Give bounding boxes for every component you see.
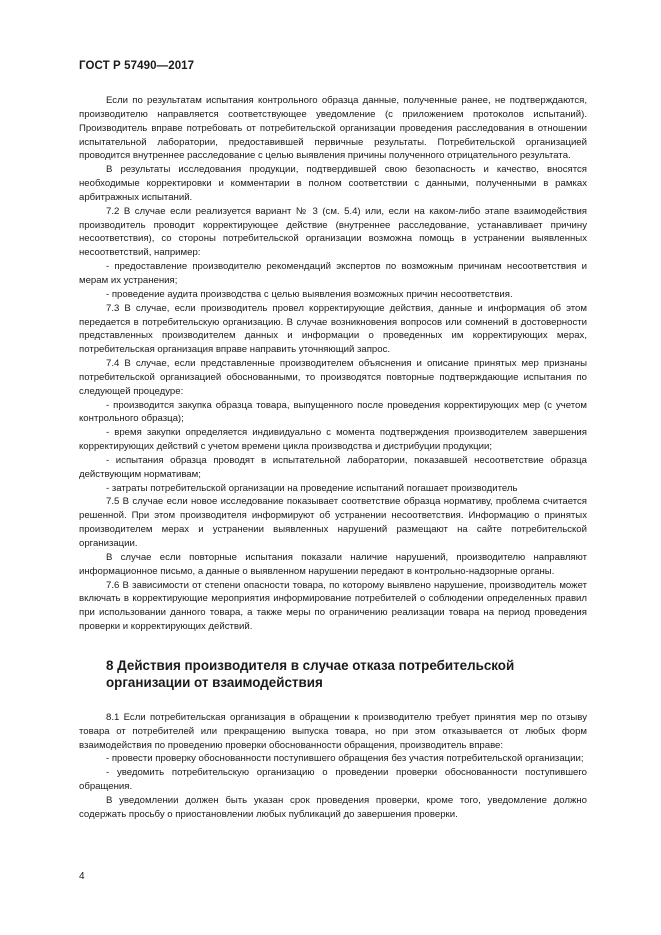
- paragraph: В уведомлении должен быть указан срок проведения проверки, кроме того, уведомление должно содержать просьбу о приостановлении любых публикаций до завершения проверки.: [79, 794, 587, 820]
- list-item: - время закупки определяется индивидуально с момента подтверждения производителем завершения корректирующих действий с учетом времени цикла производства и дистрибуции продукции;: [79, 427, 587, 453]
- paragraph-7-2: 7.2 В случае если реализуется вариант № 3 (см. 5.4) или, если на каком-либо этапе взаимодействия производитель проводит корректирующее действие (внутреннее расследование, устанавливает причину несоответствия), со стороны потребительской организации возможна помощь в устранении выявленных несоответствий, например:: [79, 205, 587, 259]
- paragraph-8-1: 8.1 Если потребительская организация в обращении к производителю требует принятия мер по отзыву товара от потребителей или прекращению выпуска товара, но при этом отказывается от любых форм взаимодействия по проведению проверки обоснованности обращения, производитель вправе:: [79, 711, 587, 751]
- list-item: - проведение аудита производства с целью выявления возможных причин несоответствия.: [106, 288, 513, 300]
- list-item: - производится закупка образца товара, выпущенного после проведения корректирующих мер (с учетом контрольного образца);: [79, 399, 587, 425]
- list-item: - испытания образца проводят в испытательной лаборатории, показавшей несоответствие образца действующим нормативам;: [79, 454, 587, 480]
- list-item: - предоставление производителю рекомендаций экспертов по возможным причинам несоответствия и мерам их устранения;: [79, 261, 587, 286]
- document-header: ГОСТ Р 57490—2017: [79, 60, 195, 72]
- list-item: - уведомить потребительскую организацию о проведении проверки обоснованности поступившего обращения.: [79, 767, 587, 793]
- list-item: - провести проверку обоснованности поступившего обращения без участия потребительской организации;: [106, 753, 584, 765]
- paragraph: Если по результатам испытания контрольного образца данные, полученные ранее, не подтверждаются, производителю направляется соответствующее уведомление (с приложением протоколов испытаний). Производитель вправе потребовать от потребительской организации проведения расследования в отношении испытательной лаборатории, предоставившей первичные результаты. Потребительской организацией проводится внутреннее расследование с целью выявления причины полученного отрицательного результата.: [79, 95, 587, 162]
- paragraph: В результаты исследования продукции, подтвердившей свою безопасность и качество, вносятся необходимые корректировки и комментарии в полном соответствии с данными, полученными в рамках арбитражных испытаний.: [79, 164, 587, 203]
- list-item: - затраты потребительской организации на проведение испытаний погашает производитель: [106, 482, 518, 494]
- paragraph: В случае если повторные испытания показали наличие нарушений, производителю направляют информационное письмо, а данные о выявленном нарушении передают в контрольно-надзорные органы.: [79, 551, 587, 577]
- paragraph-7-3: 7.3 В случае, если производитель провел корректирующие действия, данные и информация об этом передается в потребительскую организацию. В случае возникновения вопросов или сомнений в достоверности представленных производителем данных и информации о проведенных им корректирующих мерах, потребительская организация вправе направить уточняющий запрос.: [79, 302, 587, 356]
- section-8-title: 8 Действия производителя в случае отказа потребительской организации от взаимодействия: [106, 657, 515, 690]
- paragraph-7-5: 7.5 В случае если новое исследование показывает соответствие образца нормативу, проблема считается решенной. При этом производителя информируют об устранении несоответствия. Информацию о принятых производителем мерах и устранении выявленных нарушений размещают на сайте потребительской организации.: [79, 496, 587, 549]
- page-number: 4: [79, 871, 85, 882]
- paragraph-7-6: 7.6 В зависимости от степени опасности товара, по которому выявлено нарушение, производитель может включать в корректирующие мероприятия информирование потребителей о соблюдении определенных правил при использовании данного товара, а также меры по ограничению реализации товара на период проведения проверки и корректирующих действий.: [79, 579, 587, 633]
- paragraph-7-4: 7.4 В случае, если представленные производителем объяснения и описание принятых мер признаны потребительской организацией обоснованными, то производятся повторные подтверждающие испытания по следующей процедуре:: [79, 358, 587, 397]
- document-body: [79, 94, 587, 822]
